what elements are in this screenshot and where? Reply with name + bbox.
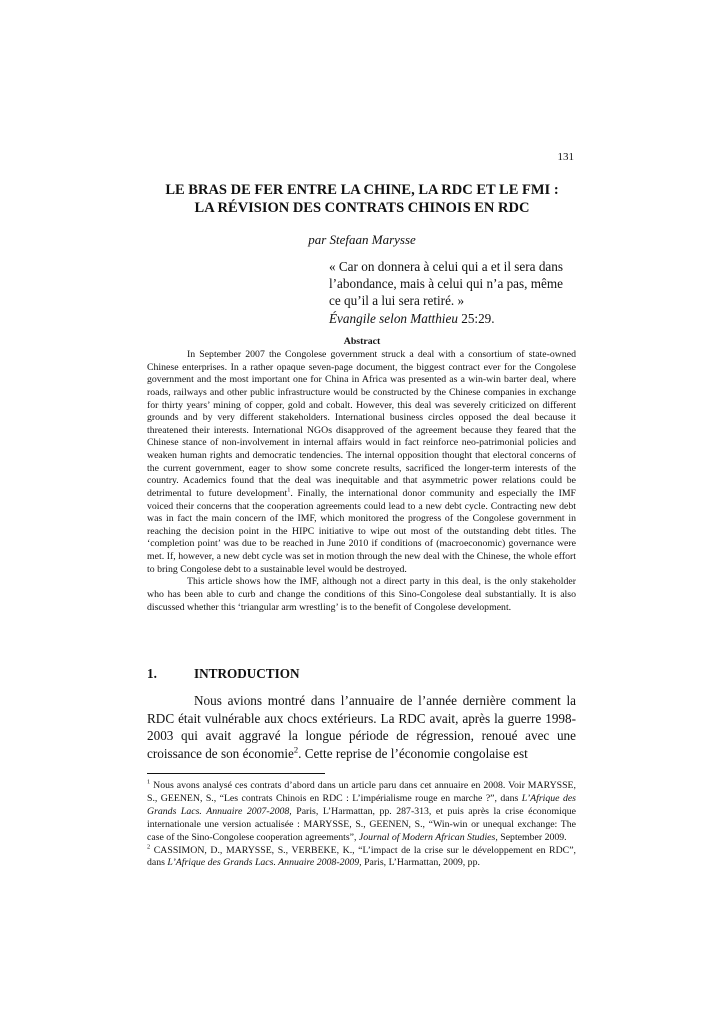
footnote-2 [147,845,576,871]
footnote-1 [147,780,576,845]
epigraph-source: Évangile selon Matthieu [329,310,458,326]
epigraph-quote: « Car on donnera à celui qui a et il sera dans l’abondance, mais à celui qui n’a pas, même ce qu’il a lui sera retiré. » [329,259,563,309]
abstract-paragraph: This article shows how the IMF, although not a direct party in this deal, is the only stakeholder who has been able to curb and change the conditions of this Sino-Congolese deal substantially. It is also discussed whether this ‘triangular arm wrestling’ is to the benefit of Congolese development. [147,576,576,613]
title-line-1: LE BRAS DE FER ENTRE LA CHINE, LA RDC ET LE FMI : [165,182,559,198]
footnote-ref-1: 1 [287,486,291,494]
intro-text: . Cette reprise de l’économie congolaise est [298,745,528,761]
section-number: 1. [147,666,157,681]
section-title: INTRODUCTION [194,666,300,681]
footnote-italic: L’Afrique des Grands Lacs. Annuaire 2008-2009, [167,857,362,869]
footnotes [147,780,576,870]
intro-paragraph [147,692,576,762]
footnote-text: Paris, L’Harmattan, pp. 287-313, et puis après la crise économique internationale une version actualisée : MARYSSE, S., GEENEN, S., “Win-win or unequal exchange: The case of the Sino-Congolese cooperation agreements”, [147,805,576,843]
footnote-text: Paris, L’Harmattan, 2009, pp. [361,857,480,869]
abstract-heading: Abstract [343,336,381,347]
intro-text: Nous avions montré dans l’annuaire de l’année dernière comment la RDC était vulnérable aux chocs extérieurs. La RDC avait, après la guerre 1998-2003 qui avait aggravé la longue période de régression, renoué avec une croissance de son économie [147,693,576,761]
abstract-body [147,349,576,614]
footnote-ref-2: 2 [293,744,299,755]
article-title [140,181,584,217]
page-number: 131 [557,151,574,163]
footnote-text: CASSIMON, D., MARYSSE, S., VERBEKE, K., “L’impact de la crise sur le développement en RDC”, dans [147,844,576,869]
footnote-italic: L’Afrique des Grands Lacs. Annuaire 2007-2008, [147,792,576,817]
section-heading [147,666,300,682]
footnote-number: 1 [147,778,151,786]
title-line-2: LA RÉVISION DES CONTRATS CHINOIS EN RDC [194,200,530,216]
footnote-number: 2 [147,843,151,851]
author-byline: par Stefaan Marysse [308,232,416,247]
abstract-text: In September 2007 the Congolese government struck a deal with a consortium of state-owned Chinese enterprises. In a rather opaque seven-page document, the biggest contract ever for the Congolese government and the most important one for China in Africa was presented as a win-win barter deal, where roads, railways and other public infrastructure would be constructed by the Chinese companies in exchange for thirty years’ mining of copper, gold and cobalt. However, this deal was severely criticized on different grounds and by very different stakeholders. International business circles opposed the deal because it threatened their interests. International NGOs disapproved of the agreement because they feared that the Chinese stance of non-involvement in internal affairs would in fact reinforce neo-patrimonial policies and weaken human rights and democratic tendencies. The internal opposition thought that electoral concerns of the current government, eager to show some concrete results, sacrificed the longer-term interests of the country. Academics found that the deal was inequitable and that asymmetric power relations could be detrimental to future development [147,349,576,499]
footnote-italic: Journal of Modern African Studies, [358,831,498,843]
abstract-paragraph [147,349,576,576]
footnote-text: Nous avons analysé ces contrats d’abord dans un article paru dans cet annuaire en 2008. Voir MARYSSE, S., GEENEN, S., “Les contrats Chinois en RDC : L’impérialisme rouge en marche ?”, dans [147,780,576,804]
epigraph [329,258,577,327]
abstract-text: . Finally, the international donor community and especially the IMF voiced their concerns that the cooperation agreements could lead to a new debt cycle. Contracting new debt was in fact the main concern of the IMF, which monitored the progress of the Congolese government in reaching the decision point in the HIPC initiative to wipe out most of the outstanding debt titles. The ‘completion point’ was due to be reached in June 2010 if conditions of (macroeconomic) governance were met. If, however, a new debt cycle was set in motion through the new deal with the Chinese, the whole effort to bring Congolese debt to a sustainable level would be destroyed. [147,487,576,575]
footnote-separator [147,773,325,774]
footnote-text: September 2009. [497,831,567,843]
epigraph-reference: 25:29. [457,310,495,326]
